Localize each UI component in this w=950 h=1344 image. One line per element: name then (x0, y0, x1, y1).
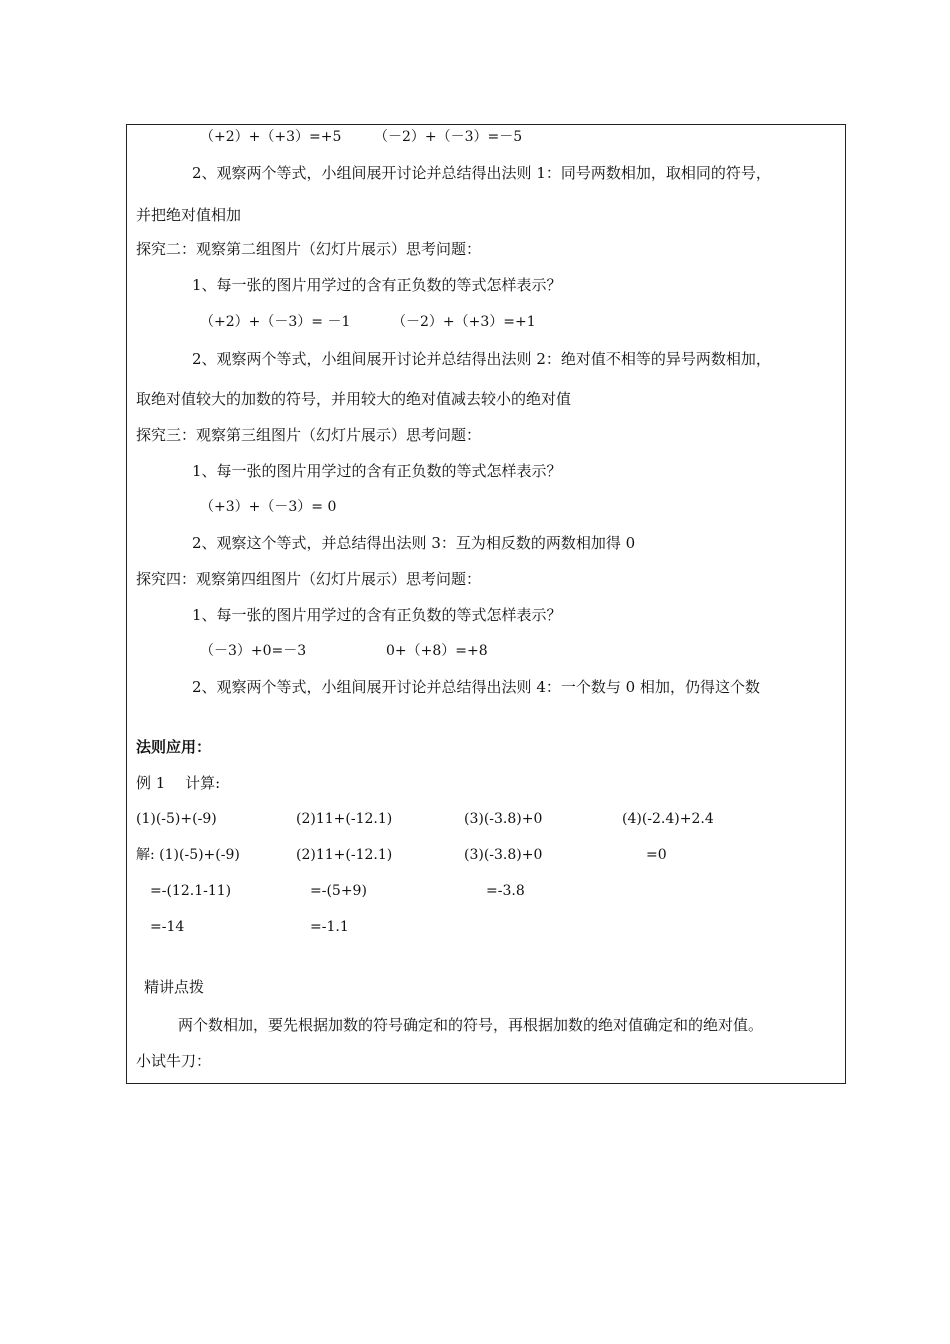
rule-text: 2、观察两个等式，小组间展开讨论并总结得出法则 2：绝对值不相等的异号两数相加， (192, 350, 771, 368)
equation-line: （－2）+（+3）=+1 (392, 314, 536, 330)
solution-step: =-1.1 (310, 919, 349, 935)
equation-line: （+2）+（－3）= －1 (200, 314, 351, 330)
solution-2: (2)11+(-12.1) (296, 847, 393, 863)
section-heading: 探究二：观察第二组图片（幻灯片展示）思考问题： (136, 240, 482, 258)
solution-step: =-3.8 (486, 883, 525, 899)
question-text: 1、每一张的图片用学过的含有正负数的等式怎样表示？ (192, 276, 562, 294)
equation-line: （+3）+（－3）= 0 (200, 499, 337, 515)
equation-line: 0+（+8）=+8 (386, 643, 488, 659)
solution-3: (3)(-3.8)+0 (464, 847, 543, 863)
question-text: 1、每一张的图片用学过的含有正负数的等式怎样表示？ (192, 462, 562, 480)
problem-2: (2)11+(-12.1) (296, 811, 393, 827)
rule-text: 并把绝对值相加 (136, 206, 242, 224)
application-heading: 法则应用： (136, 738, 212, 756)
question-text: 1、每一张的图片用学过的含有正负数的等式怎样表示？ (192, 606, 562, 624)
lesson-table-cell (126, 124, 846, 1084)
rule-text: 2、观察两个等式，小组间展开讨论并总结得出法则 1：同号两数相加，取相同的符号， (192, 164, 771, 182)
rule-text: 2、观察这个等式，并总结得出法则 3：互为相反数的两数相加得 0 (192, 534, 636, 552)
solution-4: =0 (646, 847, 667, 863)
problem-1: (1)(-5)+(-9) (136, 811, 217, 827)
solution-step: =-(5+9) (310, 883, 367, 899)
tips-heading: 精讲点拨 (144, 978, 205, 996)
equation-line: （+2）+（+3）=+5 (200, 129, 342, 145)
tips-text: 两个数相加，要先根据加数的符号确定和的符号，再根据加数的绝对值确定和的绝对值。 (178, 1016, 764, 1034)
rule-text: 2、观察两个等式，小组间展开讨论并总结得出法则 4：一个数与 0 相加，仍得这个数 (192, 678, 760, 696)
example-label: 例 1 计算: (136, 774, 221, 792)
problem-3: (3)(-3.8)+0 (464, 811, 543, 827)
practice-heading: 小试牛刀： (136, 1052, 212, 1070)
solution-1: 解: (1)(-5)+(-9) (136, 847, 240, 863)
problem-4: (4)(-2.4)+2.4 (622, 811, 714, 827)
section-heading: 探究三：观察第三组图片（幻灯片展示）思考问题： (136, 426, 482, 444)
rule-text: 取绝对值较大的加数的符号，并用较大的绝对值减去较小的绝对值 (136, 390, 572, 408)
equation-line: （－3）+0=－3 (200, 643, 307, 659)
equation-line: （－2）+（－3）=－5 (374, 129, 523, 145)
solution-step: =-(12.1-11) (150, 883, 232, 899)
section-heading: 探究四：观察第四组图片（幻灯片展示）思考问题： (136, 570, 482, 588)
solution-step: =-14 (150, 919, 185, 935)
